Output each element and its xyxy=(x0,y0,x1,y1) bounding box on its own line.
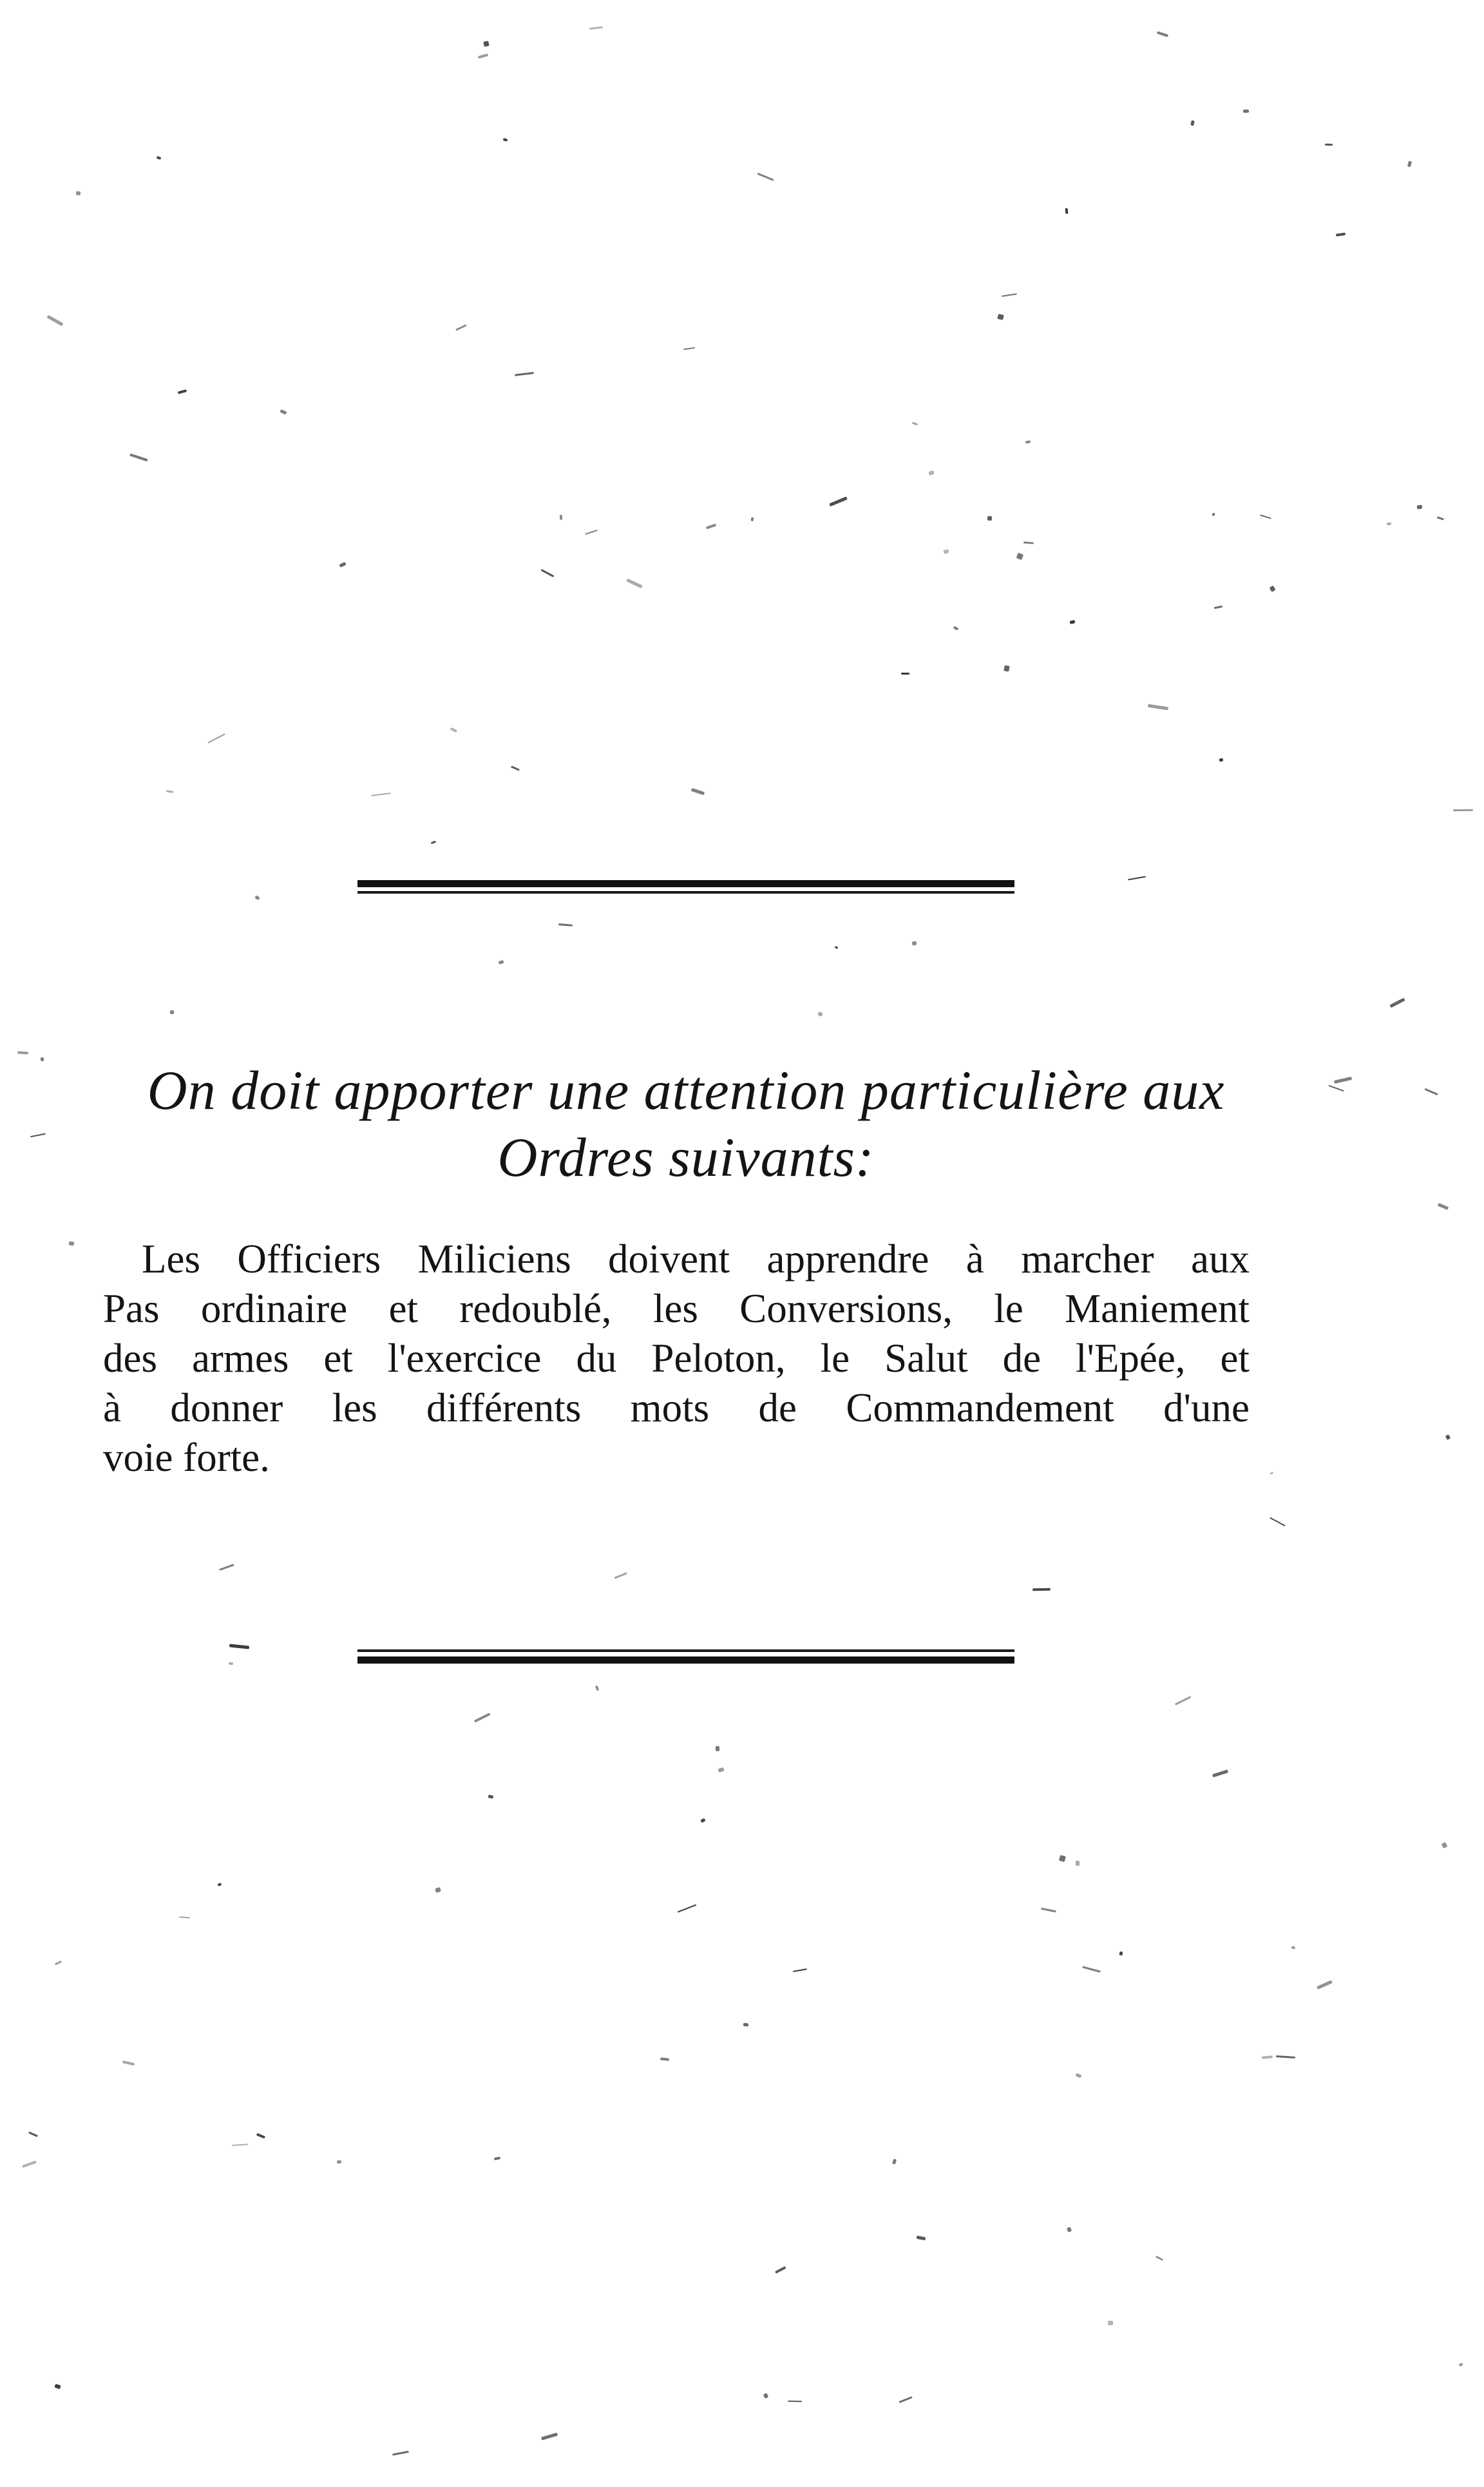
paper-speck xyxy=(435,1887,441,1892)
paper-speck xyxy=(901,673,909,675)
paper-speck xyxy=(928,470,935,476)
paper-speck xyxy=(1261,2056,1272,2059)
paper-speck xyxy=(54,2384,61,2390)
paper-speck xyxy=(207,733,225,744)
paper-speck xyxy=(917,2236,926,2240)
paper-speck xyxy=(41,1057,44,1061)
paper-speck xyxy=(743,2023,748,2026)
paragraph-line-5: voie forte. xyxy=(103,1435,270,1480)
paper-speck xyxy=(229,1644,249,1649)
paper-speck xyxy=(280,409,287,414)
paper-speck xyxy=(337,2160,341,2164)
paragraph-line-3: des armes et l'exercice du Peloton, le Salut de l'Epée, et xyxy=(103,1336,1250,1381)
paper-speck xyxy=(829,496,847,506)
paper-speck xyxy=(614,1572,627,1579)
paper-speck xyxy=(1270,1517,1286,1527)
paper-speck xyxy=(627,578,643,588)
paper-speck xyxy=(494,2156,501,2160)
paper-speck xyxy=(217,1883,222,1887)
paper-speck xyxy=(751,517,754,522)
paper-speck xyxy=(541,569,554,577)
paper-speck xyxy=(488,1794,493,1798)
paper-speck xyxy=(392,2451,409,2456)
paper-speck xyxy=(953,626,958,630)
paper-speck xyxy=(943,549,949,554)
paper-speck xyxy=(220,1564,235,1571)
paper-speck xyxy=(177,390,187,395)
paper-speck xyxy=(1023,542,1034,544)
paper-speck xyxy=(17,1051,28,1054)
paper-speck xyxy=(912,941,918,946)
paper-speck xyxy=(1260,515,1271,519)
paper-speck xyxy=(899,2396,913,2403)
heading-line-1: On doit apporter une attention particulière aux xyxy=(147,1059,1225,1121)
paper-speck xyxy=(1214,606,1222,610)
paper-speck xyxy=(1459,2362,1463,2366)
paper-speck xyxy=(683,347,695,350)
paper-speck xyxy=(1032,1588,1051,1591)
rule-thick-line xyxy=(357,880,1014,887)
paper-speck xyxy=(483,41,490,47)
paper-speck xyxy=(1243,110,1249,113)
paper-speck xyxy=(1067,2227,1072,2232)
paper-speck xyxy=(691,788,705,795)
paper-speck xyxy=(1070,620,1076,625)
paper-speck xyxy=(1438,1203,1449,1210)
paper-speck xyxy=(30,1133,46,1138)
paper-speck xyxy=(595,1685,600,1691)
paper-speck xyxy=(757,173,774,181)
paper-speck xyxy=(1175,1696,1192,1705)
paper-speck xyxy=(22,2160,37,2168)
paper-speck xyxy=(912,422,918,426)
paragraph-line-1: Les Officiers Miliciens doivent apprendre à marcher aux xyxy=(142,1236,1250,1282)
paper-speck xyxy=(1407,160,1412,167)
paper-speck xyxy=(170,1010,175,1015)
paper-speck xyxy=(763,2393,768,2399)
paper-speck xyxy=(28,2131,38,2137)
paper-speck xyxy=(1437,516,1444,520)
paper-speck xyxy=(1387,523,1392,525)
paper-speck xyxy=(987,516,993,521)
paper-speck xyxy=(892,2159,897,2165)
paragraph-line-2: Pas ordinaire et redoublé, les Conversions, le Maniement xyxy=(103,1286,1250,1331)
paper-speck xyxy=(1325,144,1333,146)
paper-speck xyxy=(515,372,535,376)
paper-speck xyxy=(1333,1076,1352,1083)
top-ornamental-rule xyxy=(357,880,1014,894)
rule-thin-line xyxy=(357,891,1014,894)
paper-speck xyxy=(179,1916,190,1919)
paper-speck xyxy=(232,2144,248,2147)
instruction-paragraph xyxy=(103,1234,1250,1483)
paper-speck xyxy=(1212,1769,1229,1777)
paper-speck xyxy=(156,156,161,160)
paper-speck xyxy=(1317,1980,1333,1990)
paper-speck xyxy=(793,1968,807,1972)
paper-speck xyxy=(1065,208,1069,214)
paper-speck xyxy=(817,1012,823,1017)
paper-speck xyxy=(1417,504,1423,509)
paper-speck xyxy=(1453,809,1473,811)
bottom-ornamental-rule xyxy=(357,1649,1014,1664)
heading-line-2: Ordres suivants: xyxy=(497,1126,875,1188)
paper-speck xyxy=(1190,120,1195,126)
paper-speck xyxy=(68,1241,74,1245)
paper-speck xyxy=(1108,2321,1113,2325)
paper-speck xyxy=(700,1818,706,1823)
paper-speck xyxy=(1329,1084,1344,1091)
paper-speck xyxy=(585,529,598,534)
paper-speck xyxy=(55,1960,62,1965)
paper-speck xyxy=(1076,1861,1080,1866)
paper-speck xyxy=(1441,1842,1447,1848)
paper-speck xyxy=(1219,758,1223,762)
paper-speck xyxy=(835,946,839,949)
paper-speck xyxy=(589,26,602,30)
paper-speck xyxy=(1291,1946,1295,1950)
paper-speck xyxy=(1156,2256,1163,2261)
paper-speck xyxy=(541,2433,558,2441)
paper-speck xyxy=(511,766,520,771)
paper-speck xyxy=(256,2133,265,2138)
paper-speck xyxy=(371,792,391,796)
paper-speck xyxy=(450,727,457,733)
paper-speck xyxy=(1025,441,1031,444)
paper-speck xyxy=(1276,2055,1295,2059)
paper-speck xyxy=(560,515,563,520)
section-heading xyxy=(116,1057,1256,1191)
rule-thick-line xyxy=(357,1656,1014,1664)
paper-speck xyxy=(1059,1855,1066,1862)
paper-speck xyxy=(1445,1434,1451,1440)
paper-speck xyxy=(1041,1908,1056,1912)
paper-speck xyxy=(558,923,573,926)
paper-speck xyxy=(1076,2073,1083,2079)
paper-speck xyxy=(339,562,347,568)
paper-speck xyxy=(1016,553,1023,560)
paper-speck xyxy=(455,324,466,331)
paper-speck xyxy=(1336,233,1346,236)
paragraph-line-4: à donner les différents mots de Commandement d'une xyxy=(103,1385,1250,1430)
paper-speck xyxy=(997,313,1004,320)
paper-speck xyxy=(1270,586,1275,592)
paper-speck xyxy=(1212,512,1215,517)
paper-speck xyxy=(1082,1966,1101,1973)
paper-speck xyxy=(706,523,717,529)
paper-speck xyxy=(1148,704,1168,710)
paper-speck xyxy=(1128,876,1146,880)
paper-speck xyxy=(1157,31,1168,37)
paper-speck xyxy=(678,1904,697,1912)
paper-speck xyxy=(255,895,261,900)
paper-speck xyxy=(431,840,436,844)
paper-speck xyxy=(76,191,81,195)
paper-speck xyxy=(1424,1088,1438,1096)
paper-speck xyxy=(660,2057,669,2060)
paper-speck xyxy=(1119,1951,1123,1955)
paper-speck xyxy=(1002,293,1017,297)
paper-speck xyxy=(502,138,508,142)
paper-speck xyxy=(775,2266,786,2274)
paper-speck xyxy=(498,960,504,965)
paper-speck xyxy=(46,315,63,326)
paper-speck xyxy=(1270,1472,1273,1475)
paper-speck xyxy=(1004,665,1010,671)
paper-speck xyxy=(129,453,148,461)
paper-speck xyxy=(718,1767,724,1772)
paper-speck xyxy=(478,53,489,58)
paper-speck xyxy=(1389,997,1405,1008)
paper-speck xyxy=(788,2401,803,2403)
paper-speck xyxy=(229,1662,234,1666)
paper-speck xyxy=(716,1746,720,1752)
paper-speck xyxy=(166,791,174,794)
paper-speck xyxy=(474,1713,491,1722)
paper-speck xyxy=(122,2060,135,2066)
